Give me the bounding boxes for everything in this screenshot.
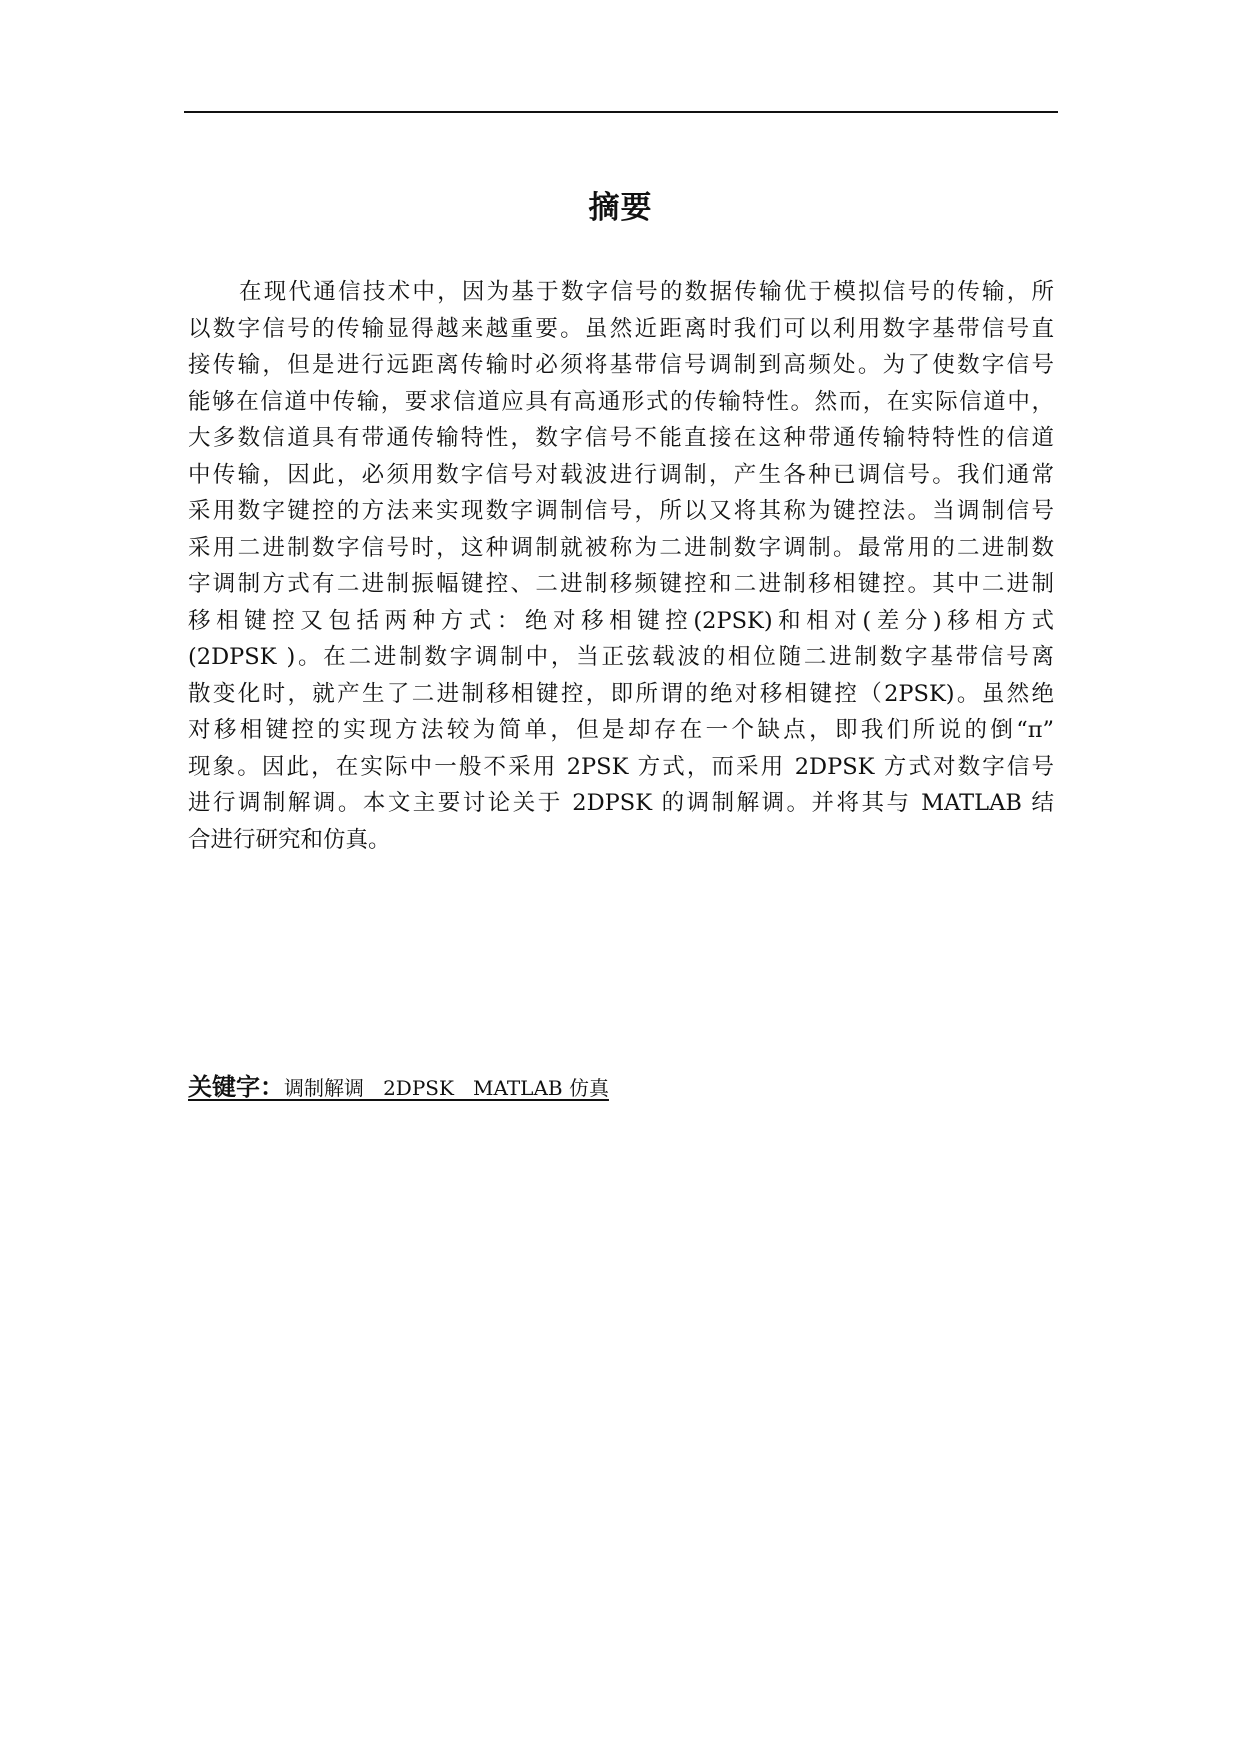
abstract-line: 进行调制解调。本文主要讨论关于 2DPSK 的调制解调。并将其与 MATLAB 结 <box>188 790 1054 816</box>
abstract-line: 大多数信道具有带通传输特性，数字信号不能直接在这种带通传输特特性的信道 <box>188 425 1054 451</box>
keywords-label: 关键字： <box>188 1073 284 1101</box>
abstract-title: 摘要 <box>588 190 653 226</box>
abstract-line: 接传输，但是进行远距离传输时必须将基带信号调制到高频处。为了使数字信号 <box>188 352 1054 378</box>
keywords <box>188 1067 609 1102</box>
abstract-line: 合进行研究和仿真。 <box>188 826 391 853</box>
header-rule <box>184 111 1058 113</box>
abstract-line: 移相键控又包括两种方式：绝对移相键控(2PSK)和相对(差分)移相方式 <box>188 607 1054 634</box>
abstract-line: 能够在信道中传输，要求信道应具有高通形式的传输特性。然而，在实际信道中， <box>188 388 1054 415</box>
abstract-line: 采用二进制数字信号时，这种调制就被称为二进制数字调制。最常用的二进制数 <box>188 534 1054 561</box>
abstract-line: 中传输，因此，必须用数字信号对载波进行调制，产生各种已调信号。我们通常 <box>188 461 1054 488</box>
abstract-line: 现象。因此，在实际中一般不采用 2PSK 方式，而采用 2DPSK 方式对数字信号 <box>188 753 1054 780</box>
abstract-line: 字调制方式有二进制振幅键控、二进制移频键控和二进制移相键控。其中二进制 <box>188 571 1054 597</box>
keywords-value: 调制解调 2DPSK MATLAB 仿真 <box>284 1076 609 1100</box>
abstract-line: 以数字信号的传输显得越来越重要。虽然近距离时我们可以利用数字基带信号直 <box>188 315 1054 342</box>
abstract-line: (2DPSK )。在二进制数字调制中，当正弦载波的相位随二进制数字基带信号离 <box>188 644 1054 670</box>
abstract-line: 散变化时，就产生了二进制移相键控，即所谓的绝对移相键控（2PSK)。虽然绝 <box>188 680 1054 707</box>
abstract-line: 采用数字键控的方法来实现数字调制信号，所以又将其称为键控法。当调制信号 <box>188 498 1054 524</box>
abstract-line: 对移相键控的实现方法较为简单，但是却存在一个缺点，即我们所说的倒“π” <box>188 717 1054 743</box>
abstract-body <box>188 274 1054 858</box>
abstract-line: 在现代通信技术中，因为基于数字信号的数据传输优于模拟信号的传输，所 <box>239 279 1054 305</box>
